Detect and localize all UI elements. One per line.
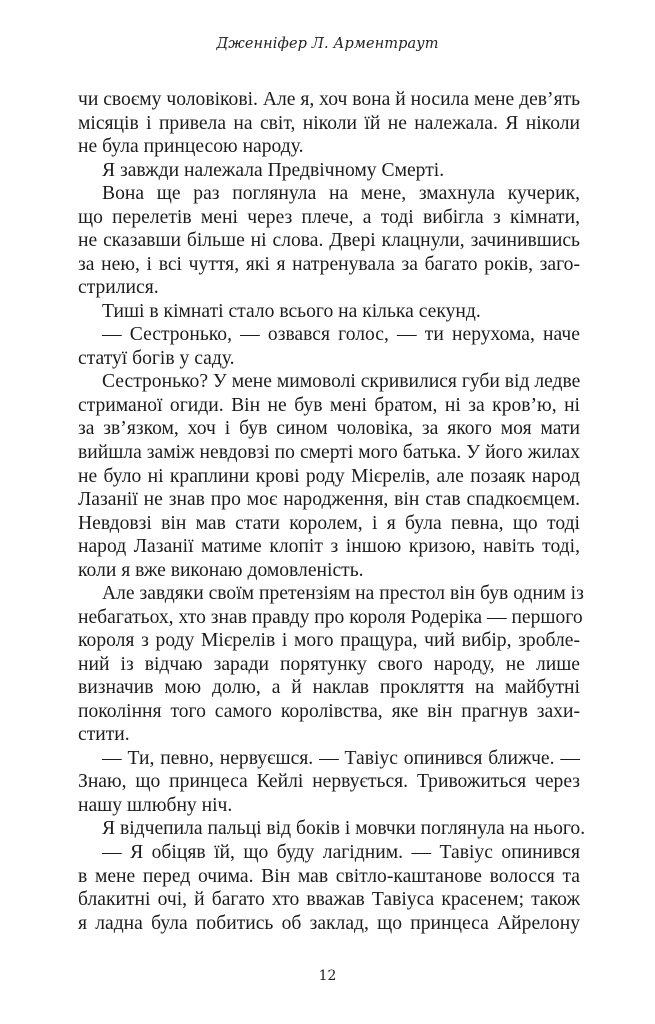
text-line: Але завдяки своїм претензіям на престол він був одним із <box>102 583 584 605</box>
text-line: статуї богів у саду. <box>78 347 235 369</box>
text-line: місяців і привела на світ, ніколи їй не належала. Я ніколи <box>78 112 580 134</box>
text-line: я ладна була побитись об заклад, що принцеса Айрелону <box>78 912 580 934</box>
text-line: Знаю, що принцеса Кейлі нервується. Тривожиться через <box>78 771 580 793</box>
text-line: небагатьох, хто знав правду про короля Родеріка — першого <box>78 606 583 628</box>
text-line: не сказавши більше ні слова. Двері клацнули, зачинившись <box>78 230 580 252</box>
text-line: Вона ще раз поглянула на мене, змахнула кучерик, <box>102 183 580 205</box>
text-line: не була принцесою народу. <box>78 136 304 158</box>
text-line: стриманої огиди. Він не був мені братом, ні за кров’ю, ні <box>78 394 580 416</box>
text-line: — Я обіцяв їй, що буду лагідним. — Тавіус опинився <box>102 842 580 863</box>
text-line: чи своєму чоловікові. Але я, хоч вона й носила мене дев’ять <box>78 89 581 110</box>
text-line: покоління того самого королівства, яке він прагнув захи- <box>78 700 580 722</box>
text-line: — Сестронько, — озвався голос, — ти нерухома, наче <box>102 324 580 346</box>
text-line: Я завжди належала Предвічному Смерті. <box>102 159 445 181</box>
text-line: Сестронько? У мене мимоволі скривилися губи від ледве <box>102 371 581 393</box>
text-line: вийшла заміж невдовзі по смерті мого батька. У його жилах <box>78 441 580 463</box>
text-line: короля з роду Мієрелів і мого пращура, чий вибір, зробле- <box>78 630 580 652</box>
text-line: блакитні очі, й багато хто вважав Тавіуса красенем; також <box>78 889 580 911</box>
text-line: народ Лазанії матиме клопіт з іншою кризою, навіть тоді, <box>78 536 580 558</box>
text-line: стрилися. <box>78 277 159 299</box>
text-line: що перелетів мені через плече, а тоді вибігла з кімнати, <box>78 206 580 228</box>
text-line: — Ти, певно, нервуєшся. — Тавіус опинився ближче. — <box>102 747 580 769</box>
body-text <box>78 88 586 935</box>
text-line: Я відчепила пальці від боків і мовчки поглянула на нього. <box>102 818 586 840</box>
text-line: коли я вже виконаю домовленість. <box>78 559 364 581</box>
text-line: за нею, і всі чуття, які я натренувала за багато років, заго- <box>78 253 580 275</box>
text-line: Лазанії не знав про моє народження, він став спадкоємцем. <box>78 489 580 511</box>
text-line: визначив мою долю, а й наклав прокляття на майбутні <box>78 677 580 699</box>
text-line: ний із відчаю заради порятунку свого народу, не лише <box>78 653 580 675</box>
text-line: за зв’язком, хоч і був сином чоловіка, за якого моя мати <box>78 418 580 440</box>
text-line: Тиші в кімнаті стало всього на кілька секунд. <box>102 300 481 322</box>
text-line: стити. <box>78 724 130 746</box>
text-line: в мене перед очима. Він мав світло-каштанове волосся та <box>78 865 580 887</box>
text-line: Невдовзі він мав стати королем, і я була певна, що тоді <box>78 512 580 534</box>
text-line: не було ні краплини крові роду Мієрелів, але позаяк народ <box>78 465 580 487</box>
running-head-author: Дженніфер Л. Арментраут <box>216 36 439 52</box>
page-number: 12 <box>318 968 337 984</box>
text-line: нашу шлюбну ніч. <box>78 794 233 816</box>
